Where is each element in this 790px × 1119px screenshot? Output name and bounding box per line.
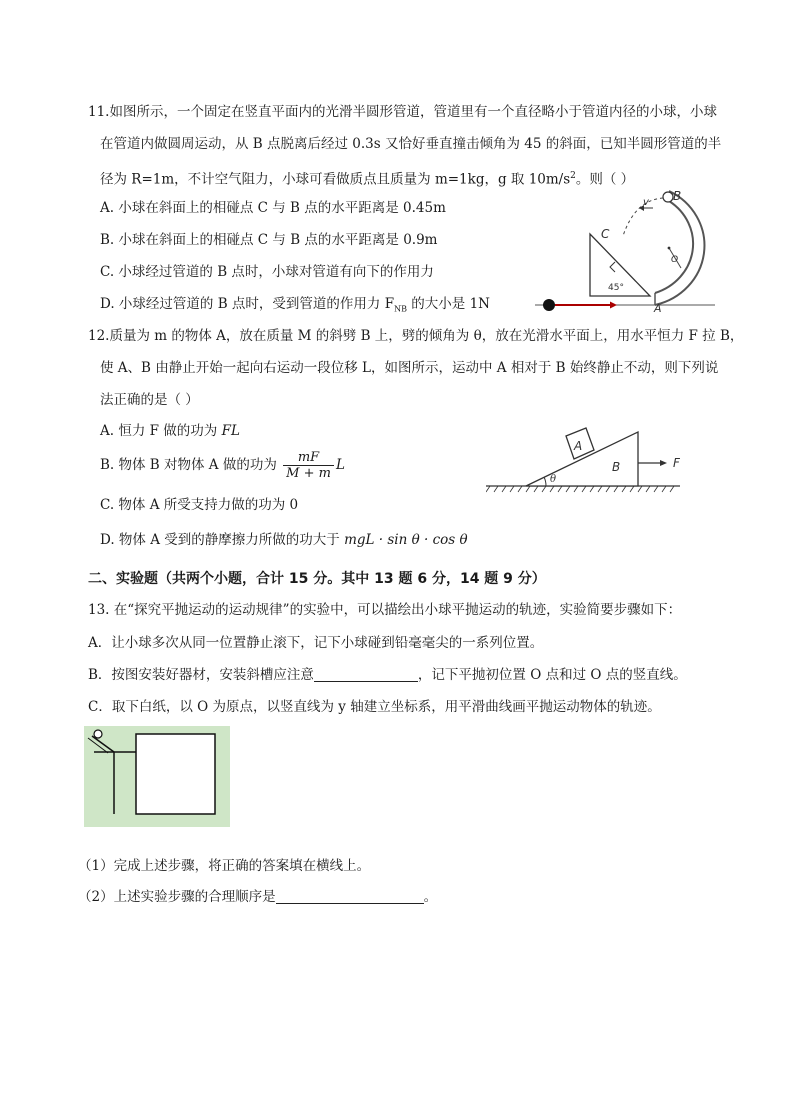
- q12-option-c: C. 物体 A 所受支持力做的功为 0: [100, 497, 299, 513]
- q12-label-b: B: [612, 460, 621, 474]
- q12-option-b: B. 物体 B 对物体 A 做的功为 $\frac{mF}{M + m}$ L: [100, 450, 345, 481]
- q13-sub-1: （1）完成上述步骤，将正确的答案填在横线上。: [78, 858, 371, 874]
- q13-sub-2-blank[interactable]: [276, 889, 424, 904]
- q11-figure: [535, 186, 720, 318]
- q12-option-d: D. 物体 A 受到的静摩擦力所做的功大于 mgL · sin θ · cos θ: [100, 532, 468, 548]
- q11-label-angle: 45°: [608, 283, 624, 293]
- q12-option-a: A. 恒力 F 做的功为 FL: [100, 423, 240, 439]
- q11-line-2: 在管道内做圆周运动，从 B 点脱离后经过 0.3s 又恰好垂直撞击倾角为 45 的斜面，已知半圆形管道的半: [100, 136, 722, 152]
- q11-option-b: B. 小球在斜面上的相碰点 C 与 B 点的水平距离是 0.9m: [100, 232, 438, 248]
- q12-figure: [486, 420, 686, 495]
- q12-line-1: 12.质量为 m 的物体 A，放在质量 M 的斜劈 B 上，劈的倾角为 θ，放在光滑水平面上，用水平恒力 F 拉 B，: [88, 328, 744, 344]
- q12-label-f: F: [673, 456, 680, 470]
- q11-label-v: v: [643, 197, 649, 208]
- q11-option-c: C. 小球经过管道的 B 点时，小球对管道有向下的作用力: [100, 264, 434, 280]
- q11-label-c: C: [601, 227, 610, 241]
- q11-option-a: A. 小球在斜面上的相碰点 C 与 B 点的水平距离是 0.45m: [100, 200, 446, 216]
- q11-label-b: B: [673, 189, 682, 203]
- q13-step-c: C．取下白纸，以 O 为原点，以竖直线为 y 轴建立坐标系，用平滑曲线画平抛运动物体的轨迹。: [88, 699, 661, 715]
- q11-line-3: 径为 R=1m，不计空气阻力，小球可看做质点且质量为 m=1kg，g 取 $10m/s^2$。则（ ）: [100, 171, 635, 188]
- section-heading: 二、实验题（共两个小题，合计 15 分。其中 13 题 6 分，14 题 9 分）: [88, 571, 546, 587]
- q13-step-b: B．按图安装好器材，安装斜槽应注意 ，记下平抛初位置 O 点和过 O 点的竖直线。: [88, 667, 687, 683]
- q13-figure: [84, 726, 230, 827]
- q11-label-a: A: [654, 302, 662, 315]
- q12-line-3: 法正确的是（ ）: [100, 392, 199, 408]
- q13-sub-2: （2）上述实验步骤的合理顺序是 。: [78, 889, 438, 905]
- q11-option-d: D. 小球经过管道的 B 点时，受到管道的作用力 $F_{NB}$ 的大小是 1N: [100, 296, 490, 314]
- q13-step-a: A．让小球多次从同一位置静止滚下，记下小球碰到铅毫毫尖的一系列位置。: [88, 635, 544, 651]
- q11-label-o: O: [671, 255, 679, 265]
- q11-line-1: 11.如图所示，一个固定在竖直平面内的光滑半圆形管道，管道里有一个直径略小于管道内径的小球，小球: [88, 104, 717, 120]
- q12-label-a: A: [574, 439, 583, 453]
- q13-line-1: 13. 在“探究平抛运动的运动规律”的实验中，可以描绘出小球平抛运动的轨迹，实验简要步骤如下：: [88, 602, 682, 618]
- q13-step-b-blank[interactable]: [314, 667, 418, 682]
- q12-label-theta: θ: [550, 474, 557, 485]
- q12-line-2: 使 A、B 由静止开始一起向右运动一段位移 L，如图所示，运动中 A 相对于 B 始终静止不动，则下列说: [100, 360, 719, 376]
